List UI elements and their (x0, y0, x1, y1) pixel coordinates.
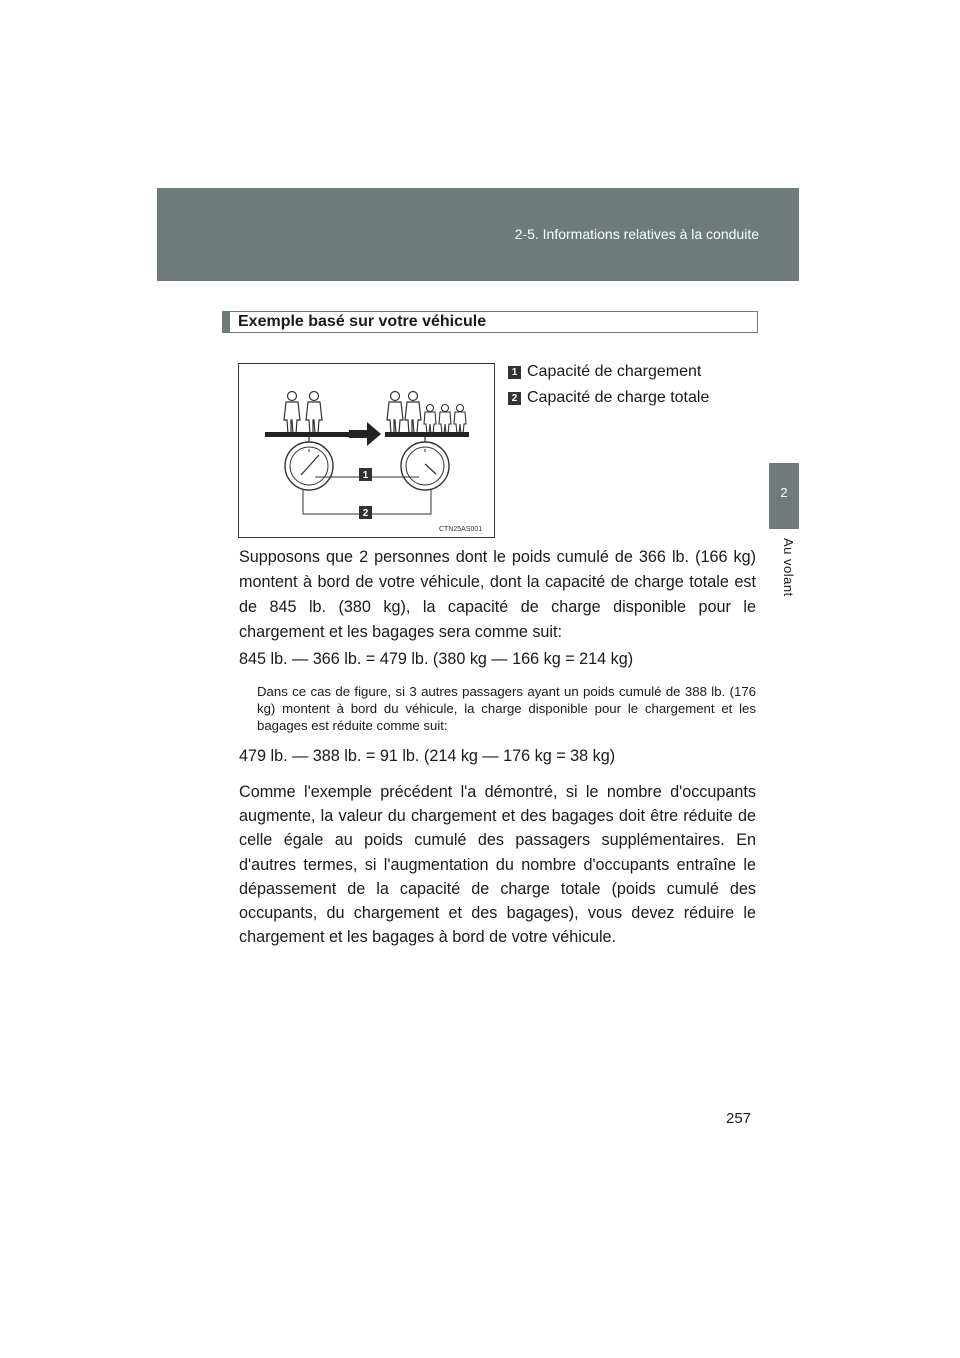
calculation-2: 479 lb. — 388 lb. = 91 lb. (214 kg — 176 kg = 38 kg) (239, 747, 616, 765)
load-capacity-illustration (238, 363, 495, 538)
adult-icon (405, 392, 421, 435)
section-heading: Exemple basé sur votre véhicule (222, 311, 758, 333)
legend-text: Capacité de charge totale (527, 389, 710, 406)
legend-badge: 2 (508, 392, 521, 405)
legend-item (508, 385, 709, 411)
load-diagram-svg (239, 364, 494, 537)
chapter-number: 2 (780, 485, 788, 500)
section-title: 2-5. Informations relatives à la conduite (514, 226, 759, 242)
scale-platform-left (265, 432, 349, 437)
chapter-label: Au volant (781, 538, 796, 597)
figure-code: CTN25AS001 (439, 526, 483, 533)
child-icon (424, 405, 436, 435)
calculation-1: 845 lb. — 366 lb. = 479 lb. (380 kg — 166 kg = 214 kg) (239, 650, 634, 668)
legend-text: Capacité de chargement (527, 363, 702, 380)
adult-icon (284, 392, 300, 435)
legend-item (508, 359, 709, 385)
paragraph-additional-passengers: Dans ce cas de figure, si 3 autres passagers ayant un poids cumulé de 388 lb. (176 kg) montent à bord du véhicule, la charge disponible pour le chargement et les bagages est réduite comme suit: (257, 684, 756, 733)
page-number: 257 (726, 1110, 752, 1127)
adult-icon (387, 392, 403, 435)
header-band (157, 188, 799, 281)
scale-platform-right (385, 432, 469, 437)
paragraph-conclusion: Comme l'exemple précédent l'a démontré, si le nombre d'occupants augmente, la valeur du chargement et des bagages doit être réduite de celle égale au poids cumulé des passagers supplémentaires. En d'autres termes, si l'augmentation du nombre d'occupants entraîne le dépassement de la capacité de charge totale (poids cumulé des occupants, du chargement et des bagages), vous devez réduire le chargement et les bagages à bord de votre véhicule. (239, 783, 756, 947)
callout-2-label: 2 (362, 508, 369, 519)
arrow-right-icon (349, 422, 381, 446)
figure-legend (508, 359, 709, 411)
paragraph-example-intro: Supposons que 2 personnes dont le poids cumulé de 366 lb. (166 kg) montent à bord de votre véhicule, dont la capacité de charge totale est de 845 lb. (380 kg), la capacité de charge disponible pour le chargement et les bagages sera comme suit: (239, 548, 756, 641)
child-icon (439, 405, 451, 435)
child-icon (454, 405, 466, 435)
chapter-tab (769, 463, 799, 529)
callout-1-label: 1 (362, 470, 369, 481)
adult-icon (306, 392, 322, 435)
legend-badge: 1 (508, 366, 521, 379)
